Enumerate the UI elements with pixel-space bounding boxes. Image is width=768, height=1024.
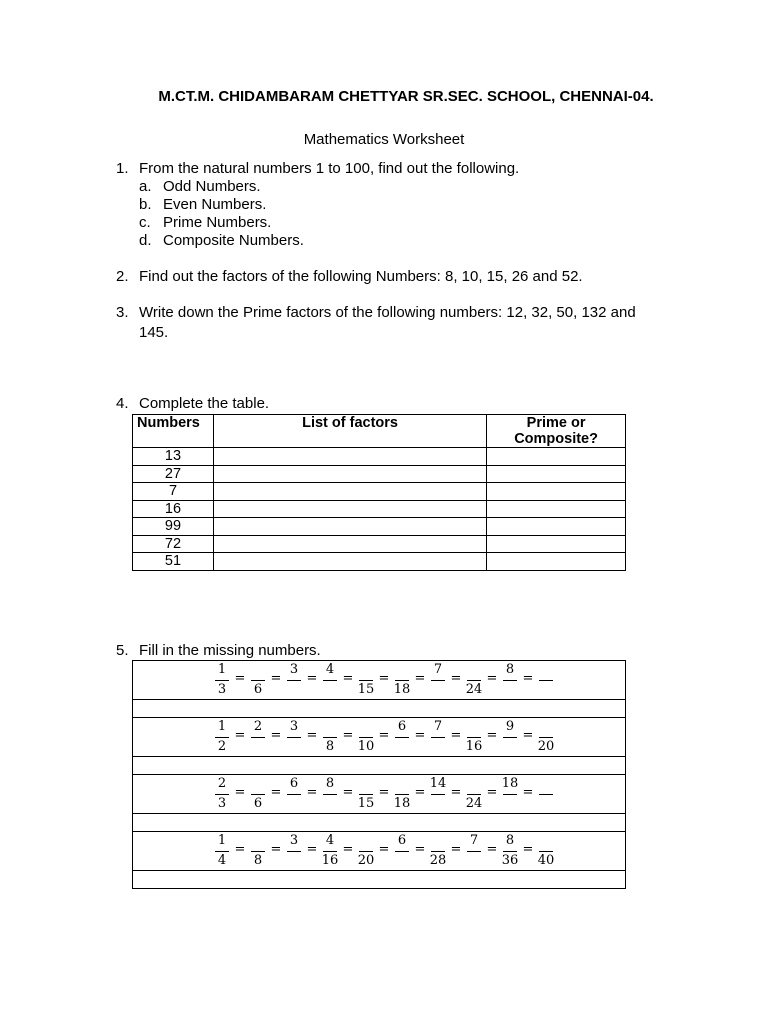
equals-sign: =: [306, 671, 318, 686]
denominator: [285, 682, 303, 698]
denominator: [249, 739, 267, 755]
fraction[interactable]: [465, 718, 483, 756]
denominator: 20: [357, 853, 375, 868]
fraction-equation: [133, 775, 625, 813]
fraction: [213, 661, 231, 699]
fraction-bar: [503, 680, 517, 681]
fraction[interactable]: [537, 832, 555, 870]
equals-sign: =: [522, 785, 534, 800]
fraction-bar: [539, 680, 553, 681]
fraction[interactable]: [429, 775, 447, 813]
fraction[interactable]: [501, 661, 519, 699]
fraction-equation: [133, 832, 625, 870]
fraction-bar: [323, 851, 337, 852]
fraction-bar: [251, 851, 265, 852]
denominator: 28: [429, 853, 447, 868]
denominator: 24: [465, 682, 483, 697]
sub-label: c.: [139, 214, 151, 231]
prime-composite-cell[interactable]: [487, 518, 626, 536]
equals-sign: =: [270, 671, 282, 686]
numerator: 6: [289, 776, 299, 791]
fraction[interactable]: [501, 718, 519, 756]
fraction[interactable]: [537, 661, 555, 699]
fraction[interactable]: [465, 832, 483, 870]
equals-sign: =: [450, 785, 462, 800]
factors-cell[interactable]: [213, 500, 486, 518]
fraction-equation-cell: [133, 832, 626, 871]
numerator: 6: [397, 719, 407, 734]
header-prime-or-composite: [487, 415, 626, 448]
fraction[interactable]: [465, 661, 483, 699]
equals-sign: =: [234, 842, 246, 857]
numerator: [537, 662, 555, 678]
denominator: [429, 796, 447, 812]
factors-cell[interactable]: [213, 518, 486, 536]
numerator: 3: [289, 719, 299, 734]
equals-sign: =: [378, 785, 390, 800]
denominator: [321, 796, 339, 812]
table-row: [133, 535, 626, 553]
sub-label: d.: [139, 232, 152, 249]
numerator: [465, 776, 483, 792]
fraction-bar: [467, 680, 481, 681]
equals-sign: =: [342, 728, 354, 743]
fraction-bar: [287, 794, 301, 795]
fraction-bar: [395, 737, 409, 738]
numerator: [357, 833, 375, 849]
numerator: [537, 719, 555, 735]
denominator: [429, 739, 447, 755]
numerator: 8: [325, 776, 335, 791]
fraction-equation-cell: [133, 718, 626, 757]
denominator: 3: [217, 682, 227, 697]
fraction[interactable]: [429, 718, 447, 756]
fraction[interactable]: [537, 718, 555, 756]
fraction-bar: [431, 851, 445, 852]
numerator: [357, 776, 375, 792]
denominator: 15: [357, 682, 375, 697]
fraction[interactable]: [357, 661, 375, 699]
denominator: 16: [321, 853, 339, 868]
factors-cell[interactable]: [213, 483, 486, 501]
denominator: 10: [357, 739, 375, 754]
table-row: [133, 553, 626, 571]
question-number: 3.: [116, 304, 129, 321]
equals-sign: =: [378, 671, 390, 686]
equals-sign: =: [378, 842, 390, 857]
numerator: [429, 833, 447, 849]
equals-sign: =: [306, 842, 318, 857]
header-line-2: Composite?: [514, 431, 598, 447]
school-name: M.CT.M. CHIDAMBARAM CHETTYAR SR.SEC. SCHOOL, CHENNAI-04.: [158, 88, 654, 105]
prime-composite-cell[interactable]: [487, 448, 626, 466]
equals-sign: =: [522, 728, 534, 743]
denominator: 24: [465, 796, 483, 811]
numerator: [537, 776, 555, 792]
fraction[interactable]: [393, 832, 411, 870]
fraction[interactable]: [429, 661, 447, 699]
denominator: 6: [253, 682, 263, 697]
numerator: 1: [217, 719, 227, 734]
numerator: [357, 662, 375, 678]
equals-sign: =: [486, 842, 498, 857]
denominator: 20: [537, 739, 555, 754]
denominator: [465, 853, 483, 869]
fraction-bar: [215, 794, 229, 795]
fraction-bar: [431, 680, 445, 681]
question-number: 2.: [116, 268, 129, 285]
fraction-bar: [251, 737, 265, 738]
equals-sign: =: [306, 785, 318, 800]
denominator: [285, 853, 303, 869]
denominator: [393, 853, 411, 869]
fraction-bar: [467, 737, 481, 738]
fraction[interactable]: [537, 775, 555, 813]
fraction[interactable]: [357, 718, 375, 756]
blank-row: [133, 814, 626, 832]
factors-cell[interactable]: [213, 448, 486, 466]
equals-sign: =: [414, 785, 426, 800]
denominator: 2: [217, 739, 227, 754]
fraction-equation: [133, 661, 625, 699]
sub-text: Composite Numbers.: [163, 232, 304, 249]
fraction-equation-cell: [133, 661, 626, 700]
fraction[interactable]: [285, 775, 303, 813]
header-numbers: Numbers: [133, 415, 214, 448]
fraction[interactable]: [249, 775, 267, 813]
fraction: [213, 775, 231, 813]
numerator: 1: [217, 833, 227, 848]
fraction-row: [133, 661, 626, 700]
equals-sign: =: [522, 842, 534, 857]
table-row: [133, 500, 626, 518]
fraction[interactable]: [249, 661, 267, 699]
equals-sign: =: [270, 842, 282, 857]
equals-sign: =: [414, 671, 426, 686]
fraction-bar: [395, 680, 409, 681]
fraction-bar: [467, 851, 481, 852]
question-number: 1.: [116, 160, 129, 177]
sub-text: Prime Numbers.: [163, 214, 272, 231]
denominator: 40: [537, 853, 555, 868]
numerator: 18: [501, 776, 519, 791]
fraction[interactable]: [357, 775, 375, 813]
equals-sign: =: [450, 671, 462, 686]
factors-cell[interactable]: [213, 553, 486, 571]
numerator: 9: [505, 719, 515, 734]
numerator: [249, 662, 267, 678]
fraction-equation-cell: [133, 775, 626, 814]
denominator: [537, 796, 555, 812]
factors-cell[interactable]: [213, 465, 486, 483]
fraction-bar: [503, 851, 517, 852]
fraction[interactable]: [393, 661, 411, 699]
denominator: 15: [357, 796, 375, 811]
numerator: [357, 719, 375, 735]
blank-cell: [133, 757, 626, 775]
number-cell: 13: [133, 448, 214, 466]
fraction-bar: [215, 680, 229, 681]
fraction: [501, 832, 519, 870]
denominator: [285, 796, 303, 812]
denominator: 8: [253, 853, 263, 868]
question-text: Complete the table.: [139, 395, 270, 412]
numerator: 14: [429, 776, 447, 791]
numerator: [393, 776, 411, 792]
fraction-bar: [539, 794, 553, 795]
numerator: [465, 719, 483, 735]
numerator: [321, 719, 339, 735]
numerator: 1: [217, 662, 227, 677]
fraction-bar: [215, 737, 229, 738]
number-cell: 72: [133, 535, 214, 553]
factors-cell[interactable]: [213, 535, 486, 553]
fraction-bar: [323, 680, 337, 681]
equals-sign: =: [486, 671, 498, 686]
table-row: [133, 448, 626, 466]
denominator: [501, 682, 519, 698]
prime-composite-cell[interactable]: [487, 500, 626, 518]
equals-sign: =: [486, 785, 498, 800]
fraction-bar: [467, 794, 481, 795]
numerator: [465, 662, 483, 678]
question-number: 5.: [116, 642, 129, 659]
numerator: 2: [217, 776, 227, 791]
question-text: Find out the factors of the following Numbers: 8, 10, 15, 26 and 52.: [139, 268, 583, 285]
fraction-bar: [215, 851, 229, 852]
numerator: 7: [433, 719, 443, 734]
fraction-bar: [503, 794, 517, 795]
equals-sign: =: [486, 728, 498, 743]
fraction-bar: [323, 794, 337, 795]
fraction-bar: [431, 737, 445, 738]
fraction[interactable]: [285, 661, 303, 699]
fraction-bar: [431, 794, 445, 795]
fraction-bar: [359, 737, 373, 738]
fraction-bar: [395, 794, 409, 795]
prime-composite-cell[interactable]: [487, 465, 626, 483]
denominator: 6: [253, 796, 263, 811]
table-header-row: [133, 415, 626, 448]
denominator: [537, 682, 555, 698]
numerator: 7: [433, 662, 443, 677]
equals-sign: =: [414, 842, 426, 857]
sub-label: a.: [139, 178, 152, 195]
denominator: 18: [393, 682, 411, 697]
fraction-bar: [287, 737, 301, 738]
factors-table: [132, 414, 626, 571]
numerator: [537, 833, 555, 849]
blank-cell: [133, 814, 626, 832]
numerator: 3: [289, 833, 299, 848]
equals-sign: =: [342, 785, 354, 800]
fraction-equation: [133, 718, 625, 756]
prime-composite-cell[interactable]: [487, 553, 626, 571]
question-text: From the natural numbers 1 to 100, find out the following.: [139, 160, 520, 177]
number-cell: 51: [133, 553, 214, 571]
number-cell: 7: [133, 483, 214, 501]
equals-sign: =: [450, 842, 462, 857]
blank-row: [133, 700, 626, 718]
fraction-bar: [323, 737, 337, 738]
equals-sign: =: [234, 671, 246, 686]
equals-sign: =: [342, 842, 354, 857]
fraction-row: [133, 775, 626, 814]
blank-row: [133, 757, 626, 775]
fraction[interactable]: [357, 832, 375, 870]
fraction[interactable]: [321, 661, 339, 699]
numerator: 6: [397, 833, 407, 848]
fraction-bar: [359, 794, 373, 795]
numerator: [393, 662, 411, 678]
sub-text: Even Numbers.: [163, 196, 267, 213]
blank-cell: [133, 871, 626, 889]
fraction-bar: [251, 680, 265, 681]
fraction[interactable]: [249, 832, 267, 870]
numerator: 4: [325, 662, 335, 677]
equals-sign: =: [270, 785, 282, 800]
denominator: [285, 739, 303, 755]
fraction-bar: [503, 737, 517, 738]
fraction[interactable]: [465, 775, 483, 813]
fraction[interactable]: [321, 775, 339, 813]
fraction-bar: [539, 737, 553, 738]
prime-composite-cell[interactable]: [487, 535, 626, 553]
equals-sign: =: [450, 728, 462, 743]
equals-sign: =: [234, 785, 246, 800]
sub-label: b.: [139, 196, 152, 213]
header-list-of-factors: List of factors: [213, 415, 486, 448]
fraction[interactable]: [429, 832, 447, 870]
table-row: [133, 518, 626, 536]
sub-text: Odd Numbers.: [163, 178, 261, 195]
fraction-bar: [395, 851, 409, 852]
denominator: [429, 682, 447, 698]
fractions-table: [132, 660, 626, 889]
fraction: [321, 832, 339, 870]
fraction[interactable]: [393, 775, 411, 813]
denominator: 18: [393, 796, 411, 811]
denominator: [501, 739, 519, 755]
fraction-bar: [359, 851, 373, 852]
fraction[interactable]: [285, 832, 303, 870]
blank-row: [133, 871, 626, 889]
header-line-1: Prime or: [526, 415, 586, 431]
number-cell: 16: [133, 500, 214, 518]
question-text: Write down the Prime factors of the following numbers: 12, 32, 50, 132 and: [139, 304, 636, 321]
question-text: Fill in the missing numbers.: [139, 642, 321, 659]
fraction-bar: [287, 680, 301, 681]
fraction: [213, 718, 231, 756]
fraction[interactable]: [249, 718, 267, 756]
question-text-continued: 145.: [139, 324, 169, 341]
numerator: 8: [505, 833, 515, 848]
numerator: 3: [289, 662, 299, 677]
denominator: 8: [325, 739, 335, 754]
denominator: 16: [465, 739, 483, 754]
denominator: 36: [501, 853, 519, 868]
equals-sign: =: [270, 728, 282, 743]
numerator: 8: [505, 662, 515, 677]
fraction[interactable]: [321, 718, 339, 756]
number-cell: 99: [133, 518, 214, 536]
numerator: 2: [253, 719, 263, 734]
blank-cell: [133, 700, 626, 718]
table-row: [133, 465, 626, 483]
fraction[interactable]: [501, 775, 519, 813]
numerator: 7: [469, 833, 479, 848]
fraction[interactable]: [393, 718, 411, 756]
numerator: [249, 776, 267, 792]
equals-sign: =: [522, 671, 534, 686]
number-cell: 27: [133, 465, 214, 483]
denominator: [501, 796, 519, 812]
numerator: 4: [325, 833, 335, 848]
fraction-bar: [251, 794, 265, 795]
equals-sign: =: [342, 671, 354, 686]
numerator: [249, 833, 267, 849]
denominator: [393, 739, 411, 755]
worksheet-title: Mathematics Worksheet: [303, 131, 465, 148]
equals-sign: =: [378, 728, 390, 743]
fraction-bar: [539, 851, 553, 852]
fraction-bar: [359, 680, 373, 681]
fraction: [213, 832, 231, 870]
equals-sign: =: [414, 728, 426, 743]
table-row: [133, 483, 626, 501]
equals-sign: =: [234, 728, 246, 743]
fraction[interactable]: [285, 718, 303, 756]
fraction-row: [133, 718, 626, 757]
fraction-row: [133, 832, 626, 871]
fraction-bar: [287, 851, 301, 852]
equals-sign: =: [306, 728, 318, 743]
prime-composite-cell[interactable]: [487, 483, 626, 501]
denominator: 4: [217, 853, 227, 868]
denominator: 3: [217, 796, 227, 811]
question-number: 4.: [116, 395, 129, 412]
denominator: [321, 682, 339, 698]
